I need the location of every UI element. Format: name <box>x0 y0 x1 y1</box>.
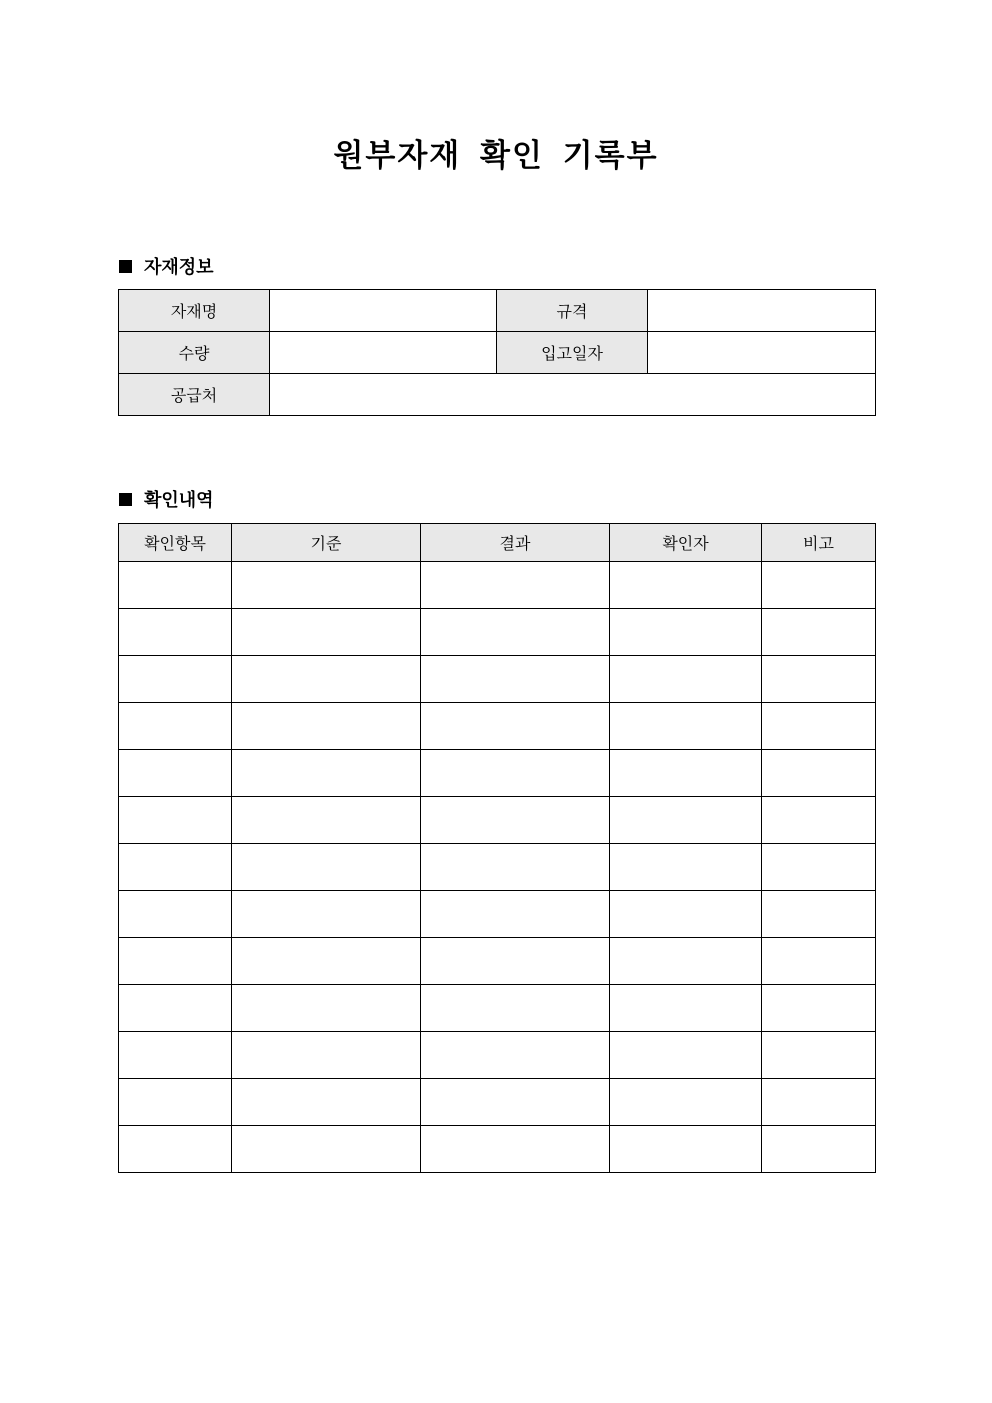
remarks-cell[interactable] <box>762 703 876 750</box>
result-cell[interactable] <box>421 562 610 609</box>
check-item-cell[interactable] <box>119 1079 232 1126</box>
standard-cell[interactable] <box>232 703 421 750</box>
standard-cell[interactable] <box>232 609 421 656</box>
spec-field[interactable] <box>648 290 876 332</box>
standard-cell[interactable] <box>232 938 421 985</box>
column-header-standard: 기준 <box>232 524 421 562</box>
table-row <box>119 609 876 656</box>
result-cell[interactable] <box>421 891 610 938</box>
check-item-cell[interactable] <box>119 797 232 844</box>
column-header-result: 결과 <box>421 524 610 562</box>
column-header-check-item: 확인항목 <box>119 524 232 562</box>
standard-cell[interactable] <box>232 750 421 797</box>
check-item-cell[interactable] <box>119 938 232 985</box>
result-cell[interactable] <box>421 797 610 844</box>
table-row <box>119 703 876 750</box>
inspection-table-body <box>119 562 876 1173</box>
material-name-field[interactable] <box>270 290 497 332</box>
inspector-cell[interactable] <box>610 656 762 703</box>
inspector-cell[interactable] <box>610 1032 762 1079</box>
result-cell[interactable] <box>421 656 610 703</box>
check-item-cell[interactable] <box>119 1032 232 1079</box>
supplier-field[interactable] <box>270 374 876 416</box>
check-item-cell[interactable] <box>119 1126 232 1173</box>
table-row <box>119 290 876 332</box>
remarks-cell[interactable] <box>762 609 876 656</box>
inspection-heading <box>119 486 214 512</box>
column-header-remarks: 비고 <box>762 524 876 562</box>
result-cell[interactable] <box>421 1126 610 1173</box>
standard-cell[interactable] <box>232 797 421 844</box>
standard-cell[interactable] <box>232 985 421 1032</box>
remarks-cell[interactable] <box>762 656 876 703</box>
column-header-inspector: 확인자 <box>610 524 762 562</box>
remarks-cell[interactable] <box>762 1126 876 1173</box>
check-item-cell[interactable] <box>119 750 232 797</box>
material-info-table <box>118 289 876 416</box>
inspector-cell[interactable] <box>610 1126 762 1173</box>
inspector-cell[interactable] <box>610 891 762 938</box>
check-item-cell[interactable] <box>119 703 232 750</box>
inspector-cell[interactable] <box>610 1079 762 1126</box>
standard-cell[interactable] <box>232 656 421 703</box>
table-row <box>119 656 876 703</box>
table-header-row <box>119 524 876 562</box>
receipt-date-label: 입고일자 <box>497 332 648 374</box>
standard-cell[interactable] <box>232 1126 421 1173</box>
table-row <box>119 938 876 985</box>
remarks-cell[interactable] <box>762 1079 876 1126</box>
inspection-table <box>118 523 876 1173</box>
quantity-label: 수량 <box>119 332 270 374</box>
table-row <box>119 562 876 609</box>
remarks-cell[interactable] <box>762 844 876 891</box>
standard-cell[interactable] <box>232 844 421 891</box>
result-cell[interactable] <box>421 750 610 797</box>
result-cell[interactable] <box>421 844 610 891</box>
check-item-cell[interactable] <box>119 656 232 703</box>
table-row <box>119 985 876 1032</box>
material-name-label: 자재명 <box>119 290 270 332</box>
standard-cell[interactable] <box>232 891 421 938</box>
standard-cell[interactable] <box>232 1032 421 1079</box>
result-cell[interactable] <box>421 938 610 985</box>
inspector-cell[interactable] <box>610 609 762 656</box>
result-cell[interactable] <box>421 1079 610 1126</box>
table-row <box>119 844 876 891</box>
standard-cell[interactable] <box>232 562 421 609</box>
result-cell[interactable] <box>421 609 610 656</box>
inspector-cell[interactable] <box>610 985 762 1032</box>
remarks-cell[interactable] <box>762 562 876 609</box>
table-row <box>119 1079 876 1126</box>
receipt-date-field[interactable] <box>648 332 876 374</box>
table-row <box>119 891 876 938</box>
table-row <box>119 332 876 374</box>
table-row <box>119 797 876 844</box>
inspector-cell[interactable] <box>610 562 762 609</box>
square-bullet-icon <box>119 493 132 506</box>
table-row <box>119 1126 876 1173</box>
result-cell[interactable] <box>421 703 610 750</box>
remarks-cell[interactable] <box>762 797 876 844</box>
result-cell[interactable] <box>421 985 610 1032</box>
remarks-cell[interactable] <box>762 750 876 797</box>
remarks-cell[interactable] <box>762 1032 876 1079</box>
quantity-field[interactable] <box>270 332 497 374</box>
supplier-label: 공급처 <box>119 374 270 416</box>
square-bullet-icon <box>119 260 132 273</box>
result-cell[interactable] <box>421 1032 610 1079</box>
table-row <box>119 1032 876 1079</box>
material-info-heading-label: 자재정보 <box>144 257 214 278</box>
inspector-cell[interactable] <box>610 750 762 797</box>
check-item-cell[interactable] <box>119 844 232 891</box>
remarks-cell[interactable] <box>762 891 876 938</box>
inspection-heading-label: 확인내역 <box>144 490 214 511</box>
spec-label: 규격 <box>497 290 648 332</box>
page-title: 원부자재 확인 기록부 <box>333 138 659 174</box>
check-item-cell[interactable] <box>119 985 232 1032</box>
remarks-cell[interactable] <box>762 985 876 1032</box>
check-item-cell[interactable] <box>119 609 232 656</box>
check-item-cell[interactable] <box>119 562 232 609</box>
table-row <box>119 750 876 797</box>
check-item-cell[interactable] <box>119 891 232 938</box>
inspector-cell[interactable] <box>610 844 762 891</box>
table-row <box>119 374 876 416</box>
inspector-cell[interactable] <box>610 797 762 844</box>
standard-cell[interactable] <box>232 1079 421 1126</box>
remarks-cell[interactable] <box>762 938 876 985</box>
inspector-cell[interactable] <box>610 703 762 750</box>
material-info-heading <box>119 253 214 279</box>
inspector-cell[interactable] <box>610 938 762 985</box>
